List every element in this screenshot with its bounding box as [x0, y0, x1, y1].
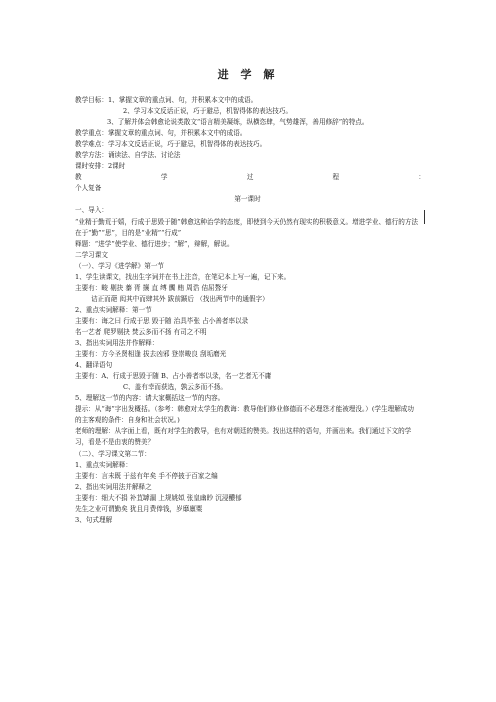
- paragraph: 2、重点实词解释：第一节: [75, 305, 152, 314]
- process-char: 学: [160, 173, 168, 182]
- process-char: ：: [418, 173, 425, 182]
- objective-line-1: 教学目标：1、掌握文章的重点词、句，并积累本文中的成语。: [75, 96, 258, 104]
- process-char: 程: [332, 173, 340, 182]
- page-title: 进 学 解: [217, 68, 279, 81]
- margin-divider: [424, 210, 425, 224]
- paragraph: 主要有：A、行成于思毁于随 B、占小善者率以录，名一艺者无不庸: [75, 372, 272, 381]
- section-heading: 二学习课文: [75, 250, 108, 259]
- process-header: [75, 172, 425, 183]
- paragraph: 1、学生读课文，找出生字词并在书上注音，在笔记本上写一遍，记下来。: [75, 272, 291, 281]
- paragraph: 2、指出实词用法并解释之: [75, 482, 152, 491]
- paragraph: 3、指出实词用法并作解释：: [75, 339, 159, 348]
- key-points-line: 教学重点：掌握文章的重点词、句，并积累本文中的成语。: [75, 129, 247, 138]
- paragraph: “业精于勤荒于嬉，行成于思毁于随”韩愈这种治学的态度，即使到今天仍然有现实的积极意义。增进学业、德行的方法在于“勤”“思”，目的是“业精”“行成”: [75, 217, 419, 237]
- paragraph: 老师的理解：从字面上看，既有对学生的教导，也有对朝廷的赞美。找出这样的语句，并画出来。我们通过下文的学习，看是不是由衷的赞美？: [75, 427, 412, 447]
- paragraph: 主要有：细大不捐 补苴罅漏 上规姚姒 张皇幽眇 沉浸醲郁: [75, 493, 242, 502]
- paragraph: 5、理解这一节的内容：请大家概括这一节的内容。: [75, 394, 225, 403]
- paragraph: 主要有：诲之曰 行成于思 毁于随 治具毕张 占小善者率以录: [75, 316, 249, 325]
- schedule-line: 课时安排：2课时: [75, 162, 126, 171]
- subsection-heading: （一）、学习《进学解》第一节: [75, 261, 165, 270]
- objective-line-3: 3、了解并体会韩愈论说类散文“语言精美凝练，纵横恣肆，气势雄浑，善用修辞”的特点。: [107, 118, 369, 127]
- lesson-heading: 第一课时: [234, 195, 261, 204]
- difficult-points-line: 教学难点：学习本文反话正说，巧于避忌，机智得体的表达技巧。: [75, 140, 267, 149]
- document-body: [75, 95, 425, 526]
- subsection-heading: （二）、学习课文第二节：: [75, 449, 151, 458]
- paragraph: 1、重点实词解释：: [75, 460, 132, 469]
- paragraph: 主要有：言未既 于兹有年矣 手不停披于百家之编: [75, 471, 218, 480]
- paragraph: 4、翻译语句: [75, 361, 113, 370]
- paragraph: 名一艺者 爬罗剔抉 焚云多而不扬 有司之不明: [75, 327, 207, 336]
- paragraph: 主要有：畯 剔抉 蓁 胥 攘 直 缚 髑 贿 周诰 佶屈聱牙: [75, 283, 228, 292]
- personal-review-label: 个人复备: [75, 184, 102, 193]
- process-char: 过: [246, 173, 254, 182]
- paragraph: 主要有：方今圣贤相逢 拔去凶邪 登崇畯良 刮垢磨光: [75, 350, 227, 359]
- section-heading: 一、导入：: [75, 206, 108, 215]
- paragraph: C、盖有幸而获选，孰云多而不扬。: [123, 383, 227, 392]
- paragraph: 提示：从“诲”字出发概括。（参考：韩愈对太学生的教诲：教导他们修业修德而不必理怨才能被埋没。）(学生理解成功的主客观的条件：自身和社会状况。): [75, 405, 414, 425]
- paragraph: 先生之业可谓勤矣 犹且月费俸钱，岁靡廪粟: [75, 504, 203, 513]
- objective-line-2: 2、学习本文反话正说，巧于避忌，机智得体的表达技巧。: [123, 107, 293, 116]
- methods-line: 教学方法：诵读法、自学法、讨论法: [75, 151, 181, 160]
- paragraph: 释题：“进学”使学业、德行进步；“解”，辩解，解说。: [75, 239, 234, 248]
- paragraph: 3、句式理解: [75, 515, 113, 524]
- process-char: 教: [75, 173, 82, 182]
- paragraph: 诘正而葩 闳其中而肆其外 跋前踬后 （找出两节中的通假字）: [91, 294, 269, 303]
